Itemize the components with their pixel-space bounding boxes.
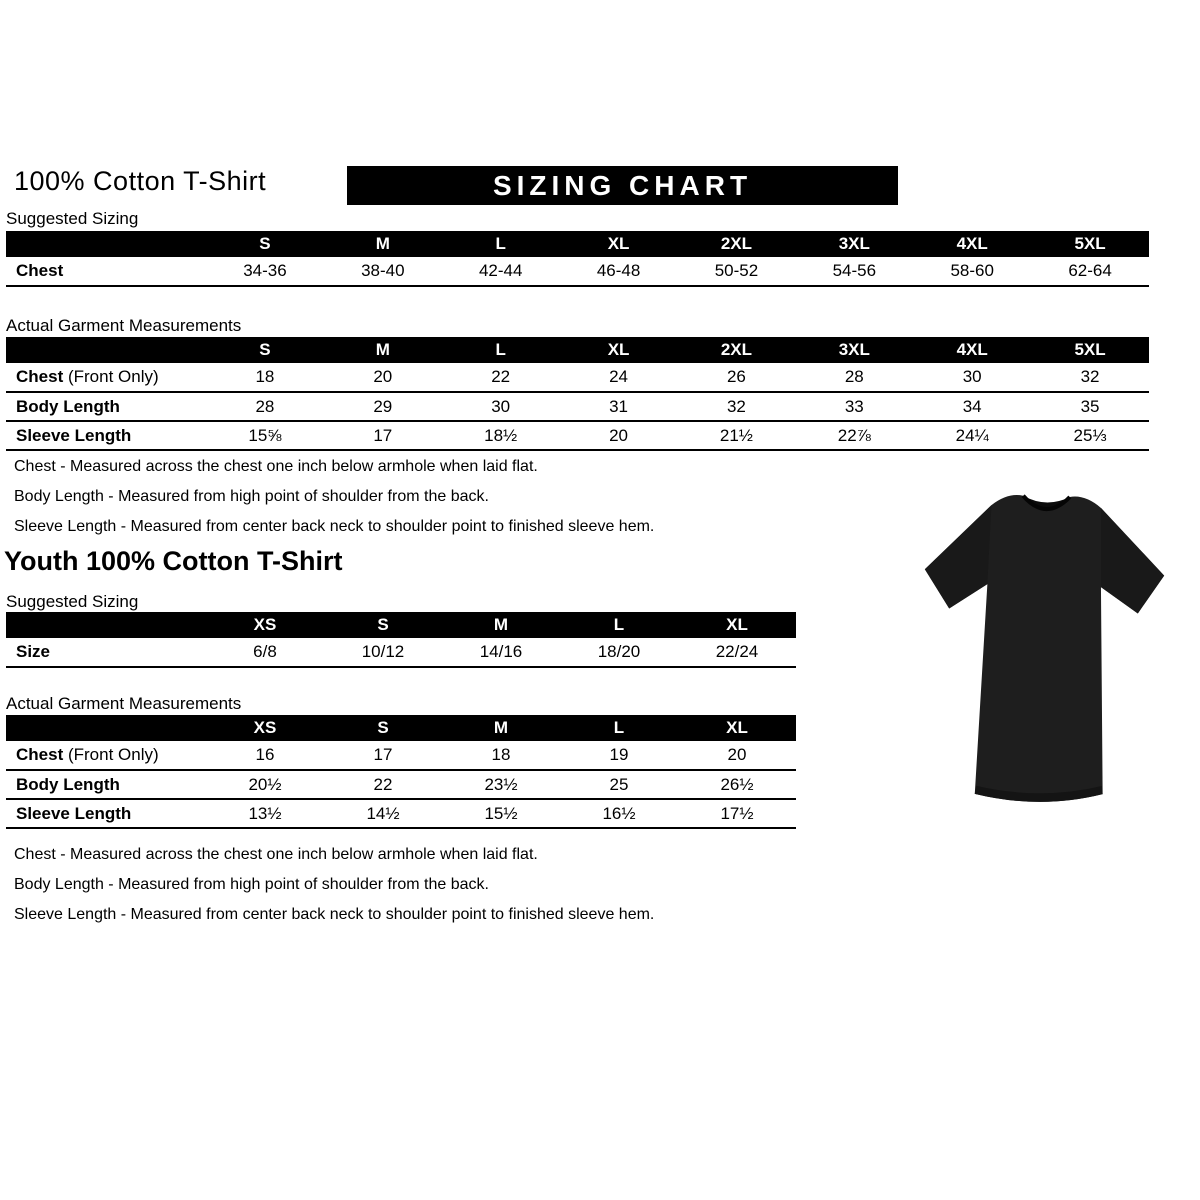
size-column-header: 2XL [678,337,796,363]
row-label: Chest [16,261,64,280]
measurement-value: 32 [726,396,746,416]
page-title: 100% Cotton T-Shirt [14,166,267,196]
measurement-value: 46-48 [596,261,641,280]
measurement-value: 26½ [720,774,754,794]
measurement-value: 38-40 [361,261,405,280]
measurement-value: 29 [373,396,393,416]
size-column-header: M [442,715,560,741]
measurement-value: 21½ [719,425,753,445]
measurement-value: 20 [373,367,393,386]
row-label: Chest (Front Only) [16,745,159,764]
row-label: Size [16,642,51,661]
size-column-header: XS [206,612,324,638]
note-body-length: Body Length - Measured from high point of shoulder from the back. [14,488,489,505]
table-corner-cell [6,231,206,257]
youth-suggested-sizing-table [6,612,796,668]
measurement-value: 24 [609,367,629,386]
measurement-value: 33 [844,396,864,416]
measurement-value: 20 [609,425,629,445]
youth-section-title: Youth 100% Cotton T-Shirt [4,546,343,576]
table-corner-cell [6,715,206,741]
adult-suggested-sizing-label: Suggested Sizing [6,209,139,228]
adult-garment-measurements-table [6,337,1149,451]
measurement-value: 14½ [366,803,400,823]
adult-measurement-notes [14,452,834,542]
measurement-value: 22 [491,367,511,386]
measurement-value: 25⅓ [1073,425,1107,445]
measurement-value: 20 [727,745,747,764]
measurement-value: 26 [726,367,746,386]
size-column-header: 5XL [1031,337,1149,363]
size-column-header: 4XL [913,337,1031,363]
table-row [6,770,796,799]
note-chest: Chest - Measured across the chest one inch below armhole when laid flat. [14,458,538,475]
youth-garment-measurements-label: Actual Garment Measurements [6,694,242,713]
measurement-value: 15⅝ [248,425,282,445]
size-column-header: S [206,337,324,363]
measurement-value: 22 [373,774,393,794]
measurement-value: 30 [962,367,982,386]
size-column-header: 2XL [678,231,796,257]
table-corner-cell [6,612,206,638]
measurement-value: 30 [491,396,511,416]
measurement-value: 17½ [720,803,754,823]
size-column-header: XL [560,231,678,257]
adult-suggested-sizing-table [6,231,1149,287]
measurement-value: 32 [1080,367,1100,386]
measurement-value: 50-52 [714,261,759,280]
size-column-header: XL [560,337,678,363]
youth-measurement-notes [14,840,834,930]
measurement-value: 19 [609,745,629,764]
measurement-value: 25 [609,774,629,794]
size-column-header: M [324,337,442,363]
measurement-value: 28 [844,367,864,386]
size-column-header: XL [678,612,796,638]
measurement-value: 58-60 [950,261,994,280]
measurement-value: 54-56 [832,261,877,280]
table-row [6,741,796,770]
measurement-value: 6/8 [253,642,277,661]
measurement-value: 15½ [484,803,518,823]
black-tshirt-image [885,470,1199,828]
size-column-header: XL [678,715,796,741]
measurement-value: 17 [373,425,393,445]
measurement-value: 23½ [484,774,518,794]
row-label: Chest (Front Only) [16,367,159,386]
size-column-header: M [324,231,442,257]
size-column-header: M [442,612,560,638]
row-label: Sleeve Length [16,425,132,445]
measurement-value: 35 [1080,396,1100,416]
note-body-length: Body Length - Measured from high point of shoulder from the back. [14,876,489,893]
size-column-header: 3XL [795,231,913,257]
measurement-value: 13½ [248,803,282,823]
size-column-header: S [206,231,324,257]
size-column-header: S [324,612,442,638]
size-column-header: 3XL [795,337,913,363]
measurement-value: 18½ [484,425,518,445]
youth-garment-measurements-table [6,715,796,829]
youth-suggested-sizing-label: Suggested Sizing [6,592,139,611]
measurement-value: 16½ [602,803,636,823]
measurement-value: 10/12 [361,642,405,661]
measurement-value: 14/16 [479,642,523,661]
measurement-value: 18 [255,367,275,386]
note-sleeve-length: Sleeve Length - Measured from center back neck to shoulder point to finished sleeve hem. [14,906,655,923]
sizing-chart-banner: SIZING CHART [347,166,898,205]
row-label: Sleeve Length [16,803,132,823]
size-column-header: XS [206,715,324,741]
note-chest: Chest - Measured across the chest one inch below armhole when laid flat. [14,846,538,863]
row-label: Body Length [16,396,120,416]
measurement-value: 16 [255,745,275,764]
measurement-value: 17 [373,745,393,764]
measurement-value: 18/20 [597,642,641,661]
measurement-value: 22⅞ [837,425,871,445]
row-label: Body Length [16,774,120,794]
size-column-header: 5XL [1031,231,1149,257]
size-column-header: L [442,337,560,363]
measurement-value: 18 [491,745,511,764]
size-column-header: 4XL [913,231,1031,257]
measurement-value: 28 [255,396,275,416]
measurement-value: 34-36 [243,261,287,280]
measurement-value: 42-44 [478,261,523,280]
note-sleeve-length: Sleeve Length - Measured from center back neck to shoulder point to finished sleeve hem. [14,518,655,535]
size-column-header: L [560,612,678,638]
table-corner-cell [6,337,206,363]
adult-garment-measurements-label: Actual Garment Measurements [6,316,242,335]
measurement-value: 20½ [248,774,282,794]
table-row [6,392,1149,421]
tshirt-silhouette-graphic [885,470,1199,828]
measurement-value: 31 [609,396,629,416]
size-column-header: L [560,715,678,741]
table-row [6,257,1149,286]
measurement-value: 24¼ [955,425,989,445]
size-column-header: S [324,715,442,741]
measurement-value: 22/24 [715,642,759,661]
table-row [6,638,796,667]
measurement-value: 62-64 [1068,261,1112,280]
table-row [6,799,796,828]
table-row [6,421,1149,450]
size-column-header: L [442,231,560,257]
table-row [6,363,1149,392]
measurement-value: 34 [962,396,982,416]
